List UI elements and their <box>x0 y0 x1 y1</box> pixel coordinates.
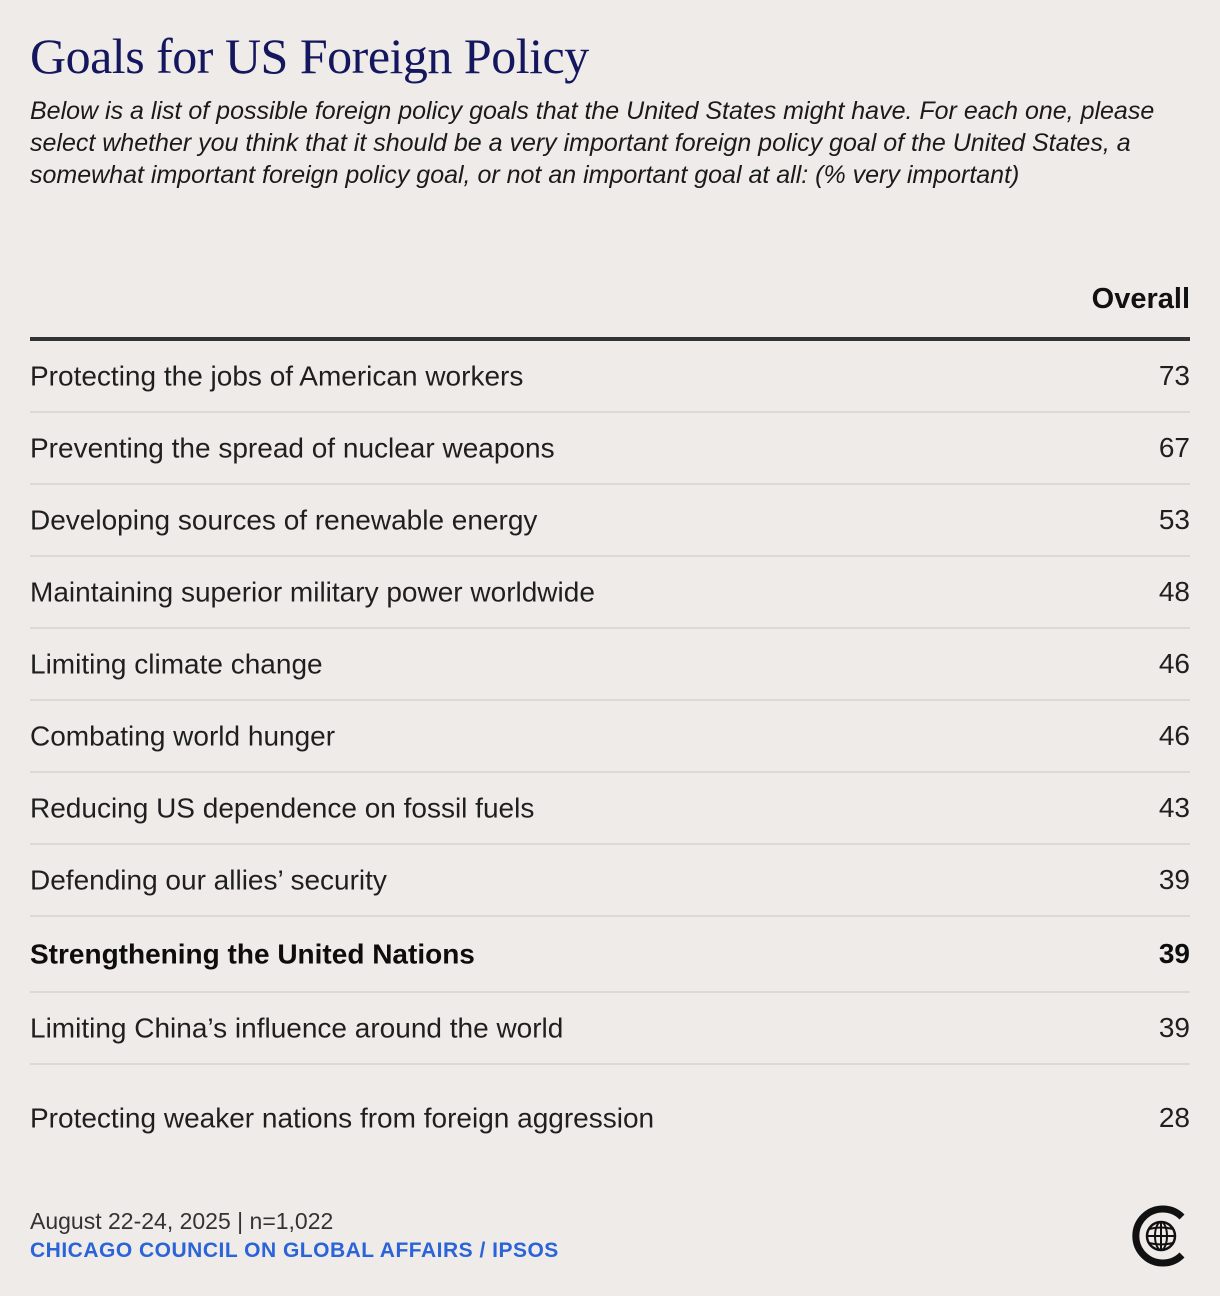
row-label: Strengthening the United Nations <box>30 938 475 970</box>
row-label: Reducing US dependence on fossil fuels <box>30 792 535 824</box>
table-row <box>30 993 1190 1065</box>
table-row <box>30 845 1190 917</box>
table-row <box>30 1065 1190 1171</box>
row-value: 48 <box>1158 576 1190 607</box>
table-row <box>30 485 1190 557</box>
row-value: 46 <box>1158 648 1190 679</box>
table-row <box>30 557 1190 629</box>
table-row <box>30 917 1190 993</box>
row-value: 73 <box>1158 360 1190 391</box>
row-value: 39 <box>1158 1012 1190 1043</box>
row-value: 39 <box>1158 938 1190 969</box>
row-label: Developing sources of renewable energy <box>30 504 538 536</box>
table-row <box>30 629 1190 701</box>
table-row <box>30 701 1190 773</box>
row-value: 53 <box>1158 504 1190 535</box>
row-label: Defending our allies’ security <box>30 864 387 896</box>
table-row <box>30 341 1190 413</box>
chart-title: Goals for US Foreign Policy <box>30 28 589 84</box>
row-label: Protecting weaker nations from foreign aggression <box>30 1102 655 1134</box>
row-label: Maintaining superior military power worldwide <box>30 576 595 608</box>
chart-subtitle: Below is a list of possible foreign policy goals that the United States might have. For each one, please select whether you think that it should be a very important foreign policy goal of the United States, a somewhat important foreign policy goal, or not an important goal at all: (% very important) <box>30 97 1155 189</box>
survey-date-sample: August 22-24, 2025 | n=1,022 <box>30 1208 334 1234</box>
source-credit: CHICAGO COUNCIL ON GLOBAL AFFAIRS / IPSOS <box>30 1239 559 1262</box>
row-label: Combating world hunger <box>30 720 336 752</box>
row-value: 43 <box>1158 792 1190 823</box>
row-label: Preventing the spread of nuclear weapons <box>30 432 555 464</box>
row-value: 28 <box>1158 1102 1190 1133</box>
row-label: Protecting the jobs of American workers <box>30 360 524 392</box>
row-label: Limiting China’s influence around the world <box>30 1012 564 1044</box>
goals-table <box>30 341 1190 1171</box>
row-value: 46 <box>1158 720 1190 751</box>
globe-logo-icon <box>1130 1204 1190 1268</box>
column-header-overall: Overall <box>1091 283 1190 315</box>
row-value: 67 <box>1158 432 1190 463</box>
table-row <box>30 773 1190 845</box>
table-row <box>30 413 1190 485</box>
row-label: Limiting climate change <box>30 648 323 680</box>
row-value: 39 <box>1158 864 1190 895</box>
